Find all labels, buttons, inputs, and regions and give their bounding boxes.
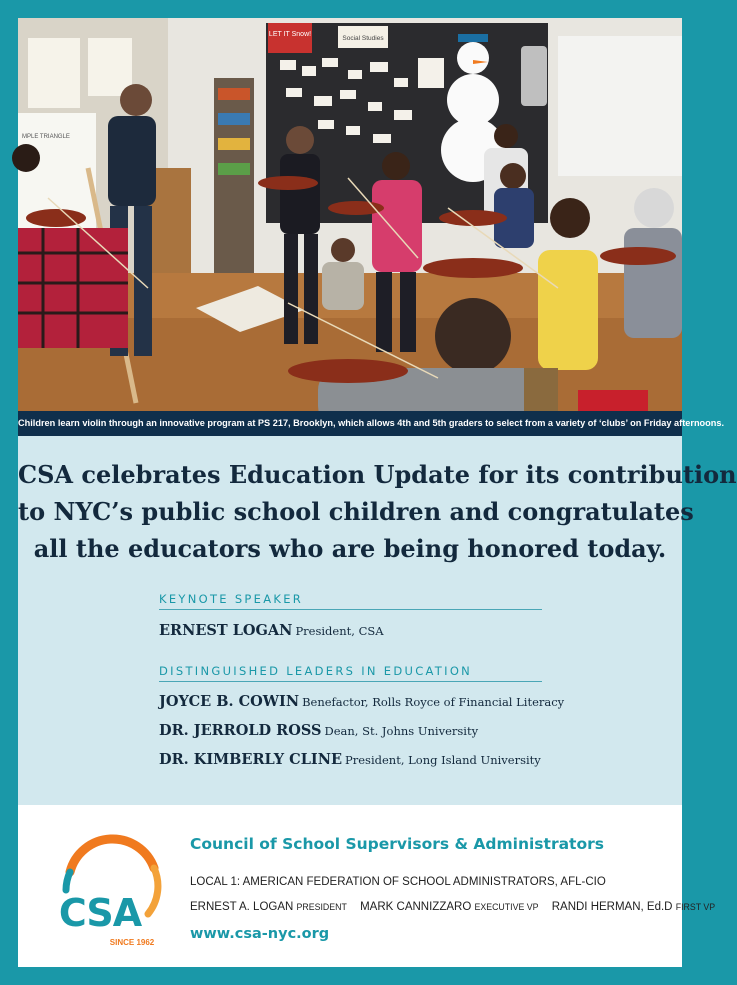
leader-item: [159, 720, 478, 739]
officer-name: RANDI HERMAN, Ed.D: [551, 901, 673, 913]
leaders-heading: DISTINGUISHED LEADERS IN EDUCATION: [159, 664, 542, 682]
headline-line-3: all the educators who are being honored today.: [33, 534, 667, 563]
union-local: LOCAL 1: AMERICAN FEDERATION OF SCHOOL ADMINISTRATORS, AFL-CIO: [190, 876, 606, 888]
officers-line: [190, 901, 715, 913]
officer-name: MARK CANNIZZARO: [360, 901, 472, 913]
headline-line-1: CSA celebrates Education Update for its contribution: [18, 460, 737, 489]
officer-name: ERNEST A. LOGAN: [190, 901, 294, 913]
classroom-photo: [18, 18, 682, 411]
footer: [18, 805, 716, 967]
officer-role: FIRST VP: [675, 902, 716, 912]
keynote-heading: KEYNOTE SPEAKER: [159, 592, 542, 610]
leader-item: [159, 691, 564, 710]
person-title: President, Long Island University: [345, 753, 541, 767]
photo-caption: Children learn violin through an innovative program at PS 217, Brooklyn, which allows 4th and 5th graders to select from a variety of ‘clubs’ on Friday afternoons.: [18, 411, 682, 436]
org-name: Council of School Supervisors & Administrators: [190, 835, 604, 853]
person-title: Benefactor, Rolls Royce of Financial Literacy: [302, 695, 565, 709]
person-name: DR. KIMBERLY CLINE: [159, 751, 343, 768]
person-name: DR. JERROLD ROSS: [159, 722, 322, 739]
headline: [18, 456, 737, 567]
person-title: Dean, St. Johns University: [324, 724, 479, 738]
keynote-speaker: [159, 620, 384, 639]
poster-panel: [18, 18, 737, 967]
person-title: President, CSA: [295, 624, 384, 638]
person-name: ERNEST LOGAN: [159, 622, 293, 639]
logo-text: CSA: [58, 891, 142, 935]
photo-classroom-violin-icon: [18, 18, 682, 411]
csa-logo-icon: [36, 832, 170, 952]
website-link[interactable]: www.csa-nyc.org: [190, 926, 330, 942]
person-name: JOYCE B. COWIN: [159, 693, 300, 710]
officer-role: EXECUTIVE VP: [474, 902, 539, 912]
officer-role: PRESIDENT: [296, 902, 347, 912]
easel-text: MPLE TRIANGLE: [22, 134, 70, 140]
board-sign-text: LET IT Snow!: [268, 31, 312, 38]
board-label-text: Social Studies: [342, 35, 384, 42]
leader-item: [159, 749, 541, 768]
headline-line-2: to NYC’s public school children and congratulates: [18, 497, 694, 526]
logo-since-text: SINCE 1962: [109, 938, 155, 947]
